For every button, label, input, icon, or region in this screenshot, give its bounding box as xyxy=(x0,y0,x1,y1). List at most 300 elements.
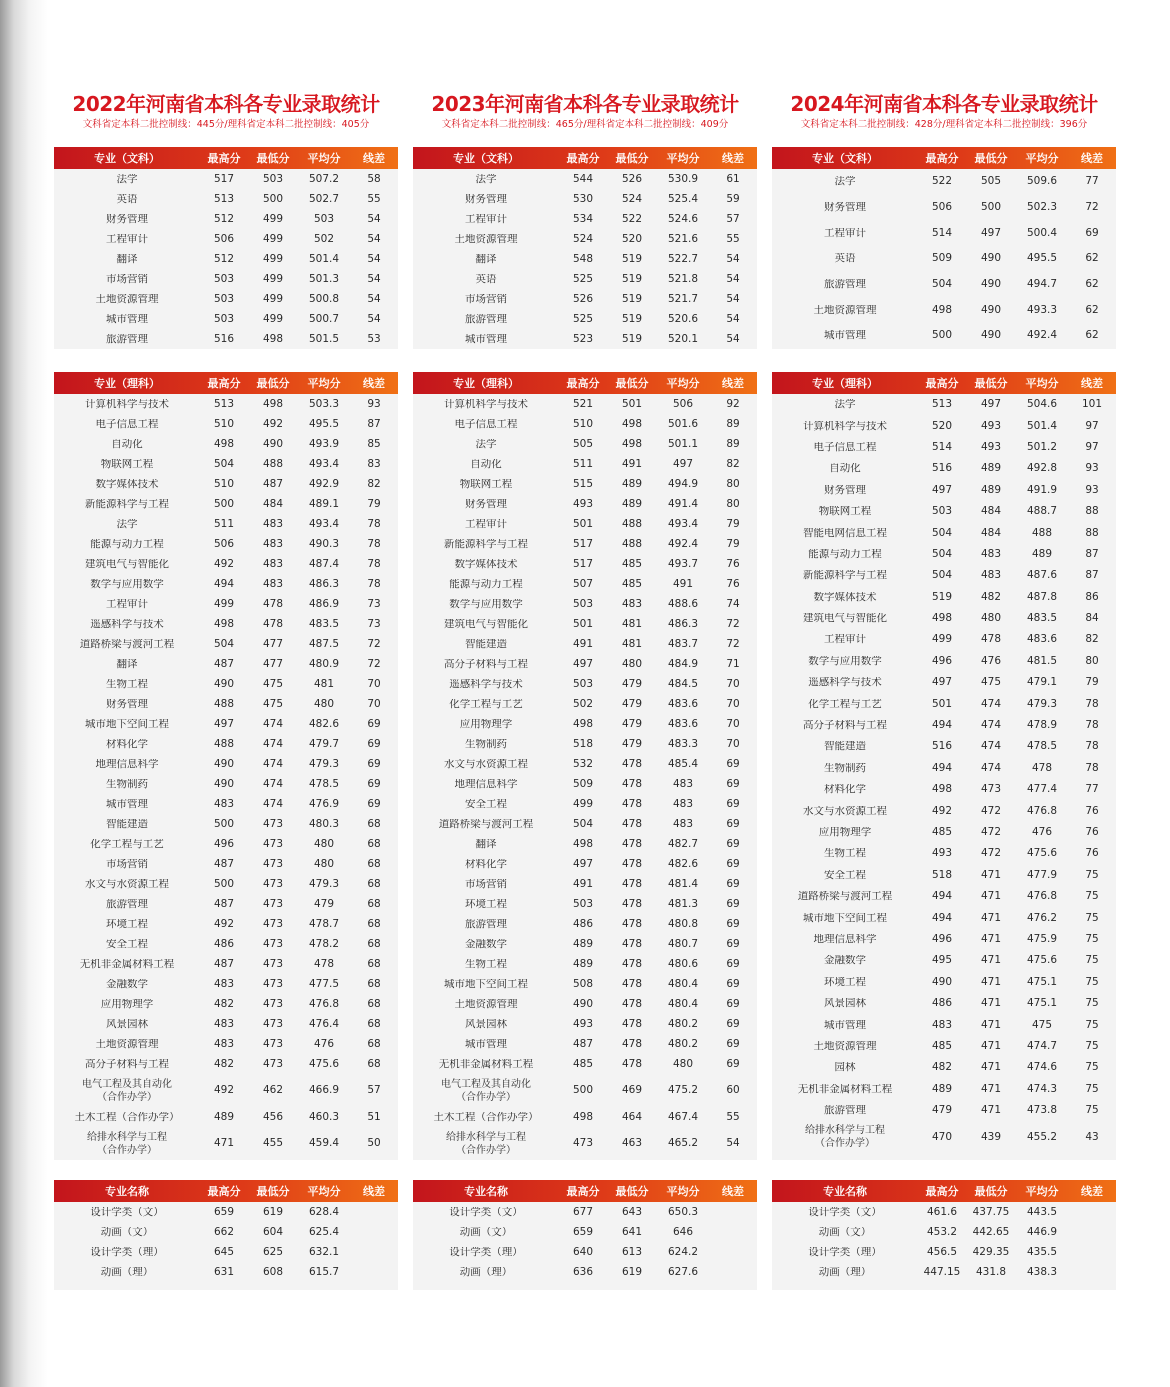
score-cell: 472 xyxy=(980,805,1002,817)
score-cell: 80 xyxy=(726,478,740,490)
major-name: 遥感科学与技术 xyxy=(808,677,882,689)
header-cell: 线差 xyxy=(1081,1185,1103,1198)
score-cell: 475 xyxy=(980,677,1002,689)
major-name: 动画（文） xyxy=(100,1226,154,1238)
score-cell: 483.6 xyxy=(667,698,699,710)
score-cell: 69 xyxy=(726,978,740,990)
major-name: 财务管理 xyxy=(106,213,148,225)
score-cell: 482 xyxy=(931,1062,953,1074)
major-name: 设计学类（理） xyxy=(808,1246,882,1258)
table-row xyxy=(54,634,398,654)
score-cell: 503 xyxy=(213,273,235,285)
score-cell: 478 xyxy=(621,798,643,810)
score-cell: 475.6 xyxy=(308,1058,340,1070)
score-cell: 82 xyxy=(726,458,740,470)
major-name: 动画（理） xyxy=(100,1266,154,1278)
table-row xyxy=(413,494,757,514)
table-row xyxy=(772,608,1116,629)
table-row xyxy=(772,1036,1116,1057)
score-cell: 82 xyxy=(1085,634,1099,646)
table-row xyxy=(413,1034,757,1054)
header-cell: 专业（理科） xyxy=(453,377,519,390)
score-cell: 498 xyxy=(213,618,235,630)
score-cell: 78 xyxy=(1085,698,1099,710)
table-row xyxy=(413,754,757,774)
score-cell: 479.3 xyxy=(308,758,340,770)
table-row xyxy=(54,754,398,774)
score-cell: 73 xyxy=(367,598,381,610)
score-cell: 480.6 xyxy=(667,958,699,970)
score-cell: 483 xyxy=(931,1019,953,1031)
major-name: 法学 xyxy=(116,173,138,185)
score-cell: 522 xyxy=(621,213,643,225)
score-cell: 494 xyxy=(931,912,953,924)
score-cell: 524.6 xyxy=(667,213,699,225)
table-row xyxy=(413,189,757,209)
score-cell: 497 xyxy=(931,677,953,689)
score-cell: 474 xyxy=(980,698,1002,710)
score-cell: 439 xyxy=(980,1131,1002,1143)
score-cell: 641 xyxy=(621,1226,643,1238)
table-row xyxy=(772,972,1116,993)
score-cell: 518 xyxy=(572,738,594,750)
score-cell: 472 xyxy=(980,848,1002,860)
major-name: 无机非金属材料工程 xyxy=(438,1058,534,1070)
table-row xyxy=(54,1262,398,1282)
score-cell: 485 xyxy=(621,578,643,590)
score-cell: 519 xyxy=(621,293,643,305)
major-name: 财务管理 xyxy=(824,202,866,214)
major-name xyxy=(772,1124,918,1150)
score-cell: 479 xyxy=(621,718,643,730)
score-cell: 501.1 xyxy=(667,438,699,450)
wenke-table xyxy=(54,147,398,349)
major-name: 旅游管理 xyxy=(465,313,507,325)
major-name: 园林 xyxy=(834,1062,856,1074)
score-cell: 462 xyxy=(262,1085,284,1096)
major-name: 环境工程 xyxy=(465,898,507,910)
table-row xyxy=(54,894,398,914)
score-cell: 483 xyxy=(262,518,284,530)
score-cell: 474 xyxy=(980,762,1002,774)
score-cell: 68 xyxy=(367,1018,381,1030)
score-cell: 76 xyxy=(1085,848,1099,860)
score-cell: 498 xyxy=(572,1111,594,1123)
score-cell: 498 xyxy=(262,333,284,345)
year-title: 2023年河南省本科各专业录取统计 xyxy=(431,92,739,116)
major-name: 动画（文） xyxy=(459,1226,513,1238)
score-cell: 480 xyxy=(621,658,643,670)
score-cell: 69 xyxy=(726,1018,740,1030)
table-row xyxy=(772,758,1116,779)
major-name: 材料化学 xyxy=(465,858,507,870)
major-name: 土木工程（合作办学） xyxy=(433,1111,539,1123)
major-name: 数学与应用数学 xyxy=(808,655,882,667)
header-cell: 最高分 xyxy=(925,152,959,165)
major-name: 计算机科学与技术 xyxy=(85,398,169,410)
score-cell: 483.6 xyxy=(1026,634,1058,646)
score-cell: 54 xyxy=(726,333,740,345)
table-body xyxy=(54,1202,398,1290)
score-cell: 483 xyxy=(980,570,1002,582)
header-cell: 最高分 xyxy=(207,152,241,165)
score-cell: 471 xyxy=(980,955,1002,967)
control-line-note: 文科省定本科二批控制线：445分/理科省定本科二批控制线：405分 xyxy=(82,119,370,130)
score-cell: 479.3 xyxy=(308,878,340,890)
table-row xyxy=(413,1107,757,1127)
score-cell: 491.4 xyxy=(667,498,699,510)
header-cell: 专业（文科） xyxy=(453,152,519,165)
score-cell: 75 xyxy=(1085,1105,1099,1117)
table-row xyxy=(413,1054,757,1074)
major-name: 金融数学 xyxy=(106,978,148,990)
major-name: 安全工程 xyxy=(824,869,866,881)
header-cell: 最低分 xyxy=(974,152,1008,165)
score-cell: 481 xyxy=(621,638,643,650)
score-cell: 465.2 xyxy=(667,1138,699,1149)
score-cell: 69 xyxy=(726,818,740,830)
score-cell: 510 xyxy=(213,478,235,490)
score-cell: 488.7 xyxy=(1026,506,1058,518)
table-header xyxy=(54,1180,398,1202)
major-name: 市场营销 xyxy=(106,273,148,285)
score-cell: 93 xyxy=(1085,463,1099,475)
score-cell: 525.4 xyxy=(667,193,699,205)
score-cell: 54 xyxy=(367,293,381,305)
major-name: 数字媒体技术 xyxy=(454,558,518,570)
table-row xyxy=(54,169,398,189)
score-cell: 69 xyxy=(726,1038,740,1050)
header-cell: 最低分 xyxy=(974,377,1008,390)
score-cell: 69 xyxy=(726,838,740,850)
score-cell: 480 xyxy=(980,613,1002,625)
major-name-line: 给排水科学与工程 xyxy=(446,1131,526,1143)
score-cell: 503.3 xyxy=(308,398,340,410)
score-cell: 84 xyxy=(1085,613,1099,625)
table-row xyxy=(54,954,398,974)
header-cell: 线差 xyxy=(363,1185,385,1198)
score-cell: 500.8 xyxy=(308,293,340,305)
score-cell: 68 xyxy=(367,938,381,950)
score-cell: 476.8 xyxy=(1026,805,1058,817)
table-row xyxy=(413,694,757,714)
score-cell: 484 xyxy=(980,527,1002,539)
score-cell: 50 xyxy=(367,1138,381,1149)
score-cell: 493.3 xyxy=(1026,304,1058,316)
table-row xyxy=(54,249,398,269)
table-row xyxy=(54,554,398,574)
table-row xyxy=(54,209,398,229)
table-row xyxy=(54,934,398,954)
table-row xyxy=(772,1079,1116,1100)
score-cell: 54 xyxy=(367,273,381,285)
table-row xyxy=(772,246,1116,272)
table-row xyxy=(413,674,757,694)
major-name: 数字媒体技术 xyxy=(813,591,877,603)
score-cell: 504 xyxy=(572,818,594,830)
score-cell: 494.9 xyxy=(667,478,699,490)
score-cell: 487.8 xyxy=(1026,591,1058,603)
score-cell: 491 xyxy=(572,878,594,890)
major-name: 财务管理 xyxy=(106,698,148,710)
score-cell: 498 xyxy=(621,438,643,450)
score-cell: 54 xyxy=(726,313,740,325)
table-row xyxy=(772,651,1116,672)
table-row xyxy=(413,474,757,494)
header-cell: 最高分 xyxy=(566,1185,600,1198)
score-cell: 69 xyxy=(367,758,381,770)
major-name: 能源与动力工程 xyxy=(449,578,523,590)
major-name: 材料化学 xyxy=(824,784,866,796)
score-cell: 68 xyxy=(367,958,381,970)
score-cell: 506 xyxy=(213,233,235,245)
score-cell: 79 xyxy=(1085,677,1099,689)
score-cell: 504 xyxy=(931,279,953,291)
header-cell: 最高分 xyxy=(566,377,600,390)
score-cell: 487 xyxy=(213,658,235,670)
table-row xyxy=(413,309,757,329)
score-cell: 482 xyxy=(980,591,1002,603)
header-cell: 专业（文科） xyxy=(812,152,878,165)
score-cell: 497 xyxy=(672,458,694,470)
score-cell: 478 xyxy=(621,1018,643,1030)
score-cell: 504 xyxy=(213,458,235,470)
score-cell: 485 xyxy=(931,1040,953,1052)
score-cell: 492.9 xyxy=(308,478,340,490)
score-cell: 493.9 xyxy=(308,438,340,450)
major-name: 高分子材料与工程 xyxy=(803,720,887,732)
table-row xyxy=(54,1127,398,1160)
score-cell: 503 xyxy=(572,678,594,690)
score-cell: 513 xyxy=(931,399,953,411)
major-name: 财务管理 xyxy=(465,193,507,205)
score-cell: 499 xyxy=(262,233,284,245)
score-cell: 93 xyxy=(367,398,381,410)
score-cell: 69 xyxy=(726,858,740,870)
score-cell: 54 xyxy=(367,253,381,265)
score-cell: 455 xyxy=(262,1138,284,1149)
table-row xyxy=(413,774,757,794)
table-row xyxy=(413,914,757,934)
score-cell: 628.4 xyxy=(308,1206,340,1218)
score-cell: 501 xyxy=(572,518,594,530)
score-cell: 491 xyxy=(672,578,694,590)
table-row xyxy=(54,329,398,349)
table-row xyxy=(54,309,398,329)
major-name: 城市管理 xyxy=(106,313,148,325)
score-cell: 497 xyxy=(572,858,594,870)
score-cell: 489.1 xyxy=(308,498,340,510)
score-cell: 492 xyxy=(931,805,953,817)
major-name: 金融数学 xyxy=(465,938,507,950)
major-name: 生物制药 xyxy=(106,778,148,790)
header-cell: 最低分 xyxy=(256,152,290,165)
table-row xyxy=(54,514,398,534)
table-row xyxy=(413,634,757,654)
score-cell: 474.7 xyxy=(1026,1040,1058,1052)
score-cell: 480.4 xyxy=(667,978,699,990)
score-cell: 487 xyxy=(213,898,235,910)
score-cell: 517 xyxy=(572,558,594,570)
major-name: 生物制药 xyxy=(824,762,866,774)
score-cell: 486.3 xyxy=(308,578,340,590)
table-row xyxy=(772,736,1116,757)
score-cell: 482.6 xyxy=(667,858,699,870)
score-cell: 76 xyxy=(726,558,740,570)
score-cell: 492 xyxy=(262,418,284,430)
score-cell: 54 xyxy=(726,273,740,285)
header-cell: 平均分 xyxy=(666,377,700,390)
major-name: 翻译 xyxy=(475,838,497,850)
score-cell: 76 xyxy=(1085,827,1099,838)
score-cell: 443.5 xyxy=(1026,1206,1058,1218)
table-row xyxy=(772,220,1116,246)
major-name: 计算机科学与技术 xyxy=(803,420,887,432)
table-body xyxy=(772,1202,1116,1290)
score-cell: 501.2 xyxy=(1026,441,1058,453)
score-cell: 488 xyxy=(262,458,284,470)
score-cell: 473 xyxy=(262,838,284,850)
score-cell: 480.2 xyxy=(667,1038,699,1050)
major-name: 生物工程 xyxy=(465,958,507,970)
score-cell: 78 xyxy=(1085,720,1099,732)
score-cell: 480.8 xyxy=(667,918,699,930)
major-name: 水文与水资源工程 xyxy=(85,878,169,890)
score-cell: 514 xyxy=(931,441,953,453)
score-cell: 516 xyxy=(213,333,235,345)
score-cell: 489 xyxy=(980,463,1002,475)
score-cell: 463 xyxy=(621,1138,643,1149)
major-name: 土地资源管理 xyxy=(813,1040,877,1052)
score-cell: 486.3 xyxy=(667,618,699,630)
score-cell: 471 xyxy=(980,1083,1002,1095)
score-cell: 490 xyxy=(980,279,1002,291)
header-cell: 专业（理科） xyxy=(812,377,878,390)
score-cell: 483 xyxy=(213,798,235,810)
score-cell: 479 xyxy=(621,698,643,710)
header-cell: 平均分 xyxy=(1025,1185,1059,1198)
score-cell: 490 xyxy=(980,330,1002,342)
score-cell: 101 xyxy=(1081,399,1103,411)
score-cell: 459.4 xyxy=(308,1138,340,1149)
score-cell: 500 xyxy=(213,498,235,510)
major-name: 城市管理 xyxy=(824,330,866,342)
table-row xyxy=(54,994,398,1014)
score-cell: 484 xyxy=(980,506,1002,518)
score-cell: 497 xyxy=(213,718,235,730)
control-line-note: 文科省定本科二批控制线：465分/理科省定本科二批控制线：409分 xyxy=(441,119,729,130)
score-cell: 520 xyxy=(621,233,643,245)
major-name: 自动化 xyxy=(829,463,861,475)
score-cell: 502.7 xyxy=(308,193,340,205)
major-name: 电子信息工程 xyxy=(95,418,159,430)
score-cell: 504 xyxy=(931,548,953,560)
score-cell: 489 xyxy=(980,484,1002,496)
score-cell: 69 xyxy=(726,778,740,790)
major-name: 设计学类（理） xyxy=(449,1246,523,1258)
table-body xyxy=(772,169,1116,349)
score-cell: 429.35 xyxy=(972,1246,1010,1258)
header-cell: 专业名称 xyxy=(823,1185,867,1198)
header-cell: 平均分 xyxy=(666,152,700,165)
major-name-line: （合作办学） xyxy=(97,1144,157,1156)
major-name: 土地资源管理 xyxy=(95,1038,159,1050)
score-cell: 474 xyxy=(980,720,1002,732)
score-cell: 503 xyxy=(213,293,235,305)
score-cell: 478 xyxy=(621,898,643,910)
score-cell: 69 xyxy=(726,998,740,1010)
table-body xyxy=(54,169,398,349)
score-cell: 78 xyxy=(1085,741,1099,753)
score-cell: 435.5 xyxy=(1026,1246,1058,1258)
score-cell: 69 xyxy=(726,758,740,770)
table-row xyxy=(54,494,398,514)
score-cell: 499 xyxy=(262,213,284,225)
major-name: 电子信息工程 xyxy=(454,418,518,430)
score-cell: 487 xyxy=(262,478,284,490)
score-cell: 492.4 xyxy=(667,538,699,550)
score-cell: 482 xyxy=(213,1058,235,1070)
table-row xyxy=(54,574,398,594)
score-cell: 86 xyxy=(1085,591,1099,603)
score-cell: 483 xyxy=(262,538,284,550)
score-cell: 474.6 xyxy=(1026,1062,1058,1074)
table-row xyxy=(772,169,1116,195)
table-row xyxy=(54,1074,398,1107)
score-cell: 478.5 xyxy=(308,778,340,790)
header-cell: 最低分 xyxy=(615,1185,649,1198)
score-cell: 487 xyxy=(213,858,235,870)
score-cell: 480.4 xyxy=(667,998,699,1010)
major-name: 能源与动力工程 xyxy=(90,538,164,550)
score-cell: 487 xyxy=(572,1038,594,1050)
score-cell: 479 xyxy=(931,1105,953,1117)
major-name: 市场营销 xyxy=(465,293,507,305)
table-row xyxy=(413,1242,757,1262)
score-cell: 76 xyxy=(726,578,740,590)
major-name-line: （合作办学） xyxy=(815,1138,875,1150)
table-row xyxy=(54,454,398,474)
score-cell: 97 xyxy=(1085,420,1099,432)
score-cell: 518 xyxy=(931,869,953,881)
score-cell: 502 xyxy=(572,698,594,710)
score-cell: 484 xyxy=(262,498,284,510)
score-cell: 478.5 xyxy=(1026,741,1058,753)
major-name: 环境工程 xyxy=(106,918,148,930)
score-cell: 70 xyxy=(367,678,381,690)
score-cell: 662 xyxy=(213,1226,235,1238)
score-cell: 70 xyxy=(726,678,740,690)
score-cell: 461.6 xyxy=(926,1206,958,1218)
score-cell: 55 xyxy=(726,1111,740,1123)
table-row xyxy=(772,1057,1116,1078)
score-cell: 486 xyxy=(572,918,594,930)
score-cell: 480 xyxy=(313,858,335,870)
major-name: 市场营销 xyxy=(106,858,148,870)
score-cell: 475.1 xyxy=(1026,998,1058,1010)
score-cell: 471 xyxy=(980,998,1002,1010)
score-cell: 483 xyxy=(213,1018,235,1030)
score-cell: 502 xyxy=(313,233,335,245)
score-cell: 478.7 xyxy=(308,918,340,930)
score-cell: 79 xyxy=(367,498,381,510)
score-cell: 75 xyxy=(1085,912,1099,924)
score-cell: 446.9 xyxy=(1026,1226,1058,1238)
score-cell: 485 xyxy=(572,1058,594,1070)
major-name: 化学工程与工艺 xyxy=(90,838,164,850)
score-cell: 70 xyxy=(726,698,740,710)
score-cell: 491 xyxy=(572,638,594,650)
